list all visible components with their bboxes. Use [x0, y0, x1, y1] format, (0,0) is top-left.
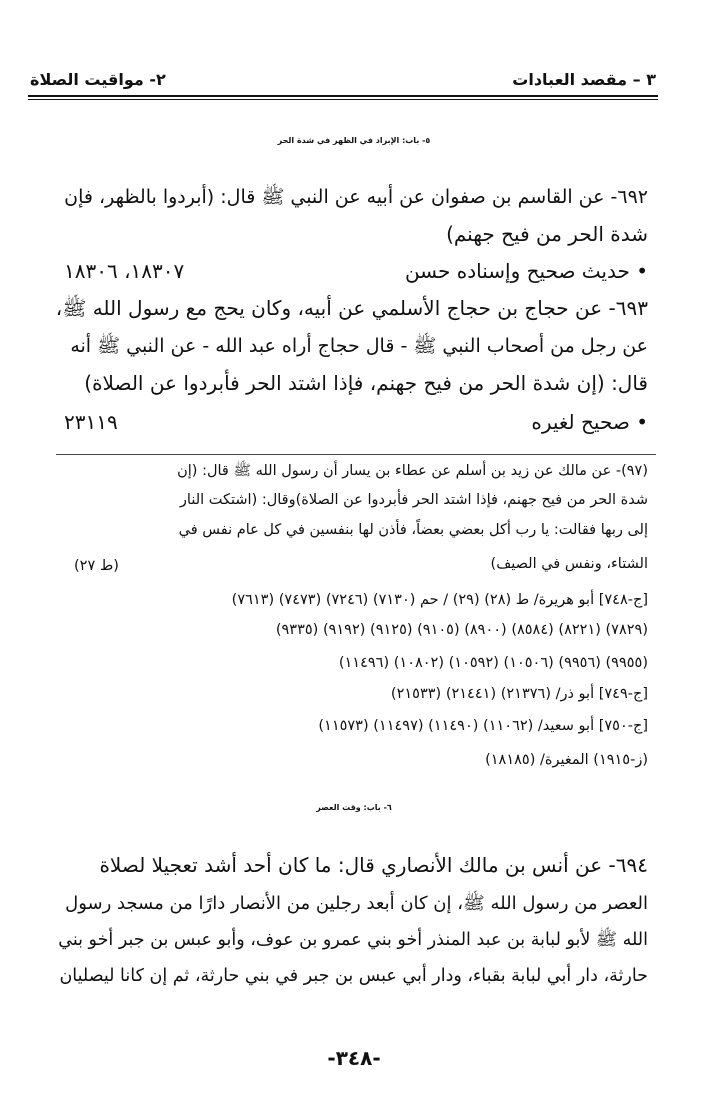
hadith-692-line-1: ٦٩٢- عن القاسم بن صفوان عن أبيه عن النبي ﷺ قال: (أبردوا بالظهر، فإن [64, 186, 648, 208]
footnote-separator [56, 454, 656, 455]
reference-line: (ز-١٩١٥) المغيرة/ (١٨١٨٥) [485, 752, 648, 768]
refs-692: ١٨٣٠٧، ١٨٣٠٦ [64, 259, 185, 283]
section-title-6: ٦- باب: وقت العصر [316, 803, 392, 812]
hadith-694-line-3: الله ﷺ لأبو لبابة بن عبد المنذر أخو بني عمرو بن عوف، وأبو عبس بن جبر أخو بني [58, 930, 648, 950]
hadith-693-line-3: قال: (إن شدة الحر من فيح جهنم، فإذا اشتد الحر فأبردوا عن الصلاة) [84, 371, 648, 395]
note-97-line-3: إلى ربها فقالت: يا رب أكل بعضي بعضاً، فأذن لها بنفسين في كل عام نفس في [178, 522, 648, 538]
note-97-line-4: الشتاء، ونفس في الصيف) [490, 556, 648, 572]
hadith-693-line-2: عن رجل من أصحاب النبي ﷺ - قال حجاج أراه عبد الله - عن النبي ﷺ أنه [70, 335, 648, 357]
header-rule-thin [28, 99, 658, 100]
note-97-line-1: (٩٧)- عن مالك عن زيد بن أسلم عن عطاء بن يسار أن رسول الله ﷺ قال: (إن [177, 463, 648, 479]
reference-line: [ج-٧٤٩] أبو ذر/ (٢١٣٧٦) (٢١٤٤١) (٢١٥٣٣) [390, 686, 648, 702]
running-header-chapter: ٣ – مقصد العبادات [512, 70, 656, 89]
reference-line: [ج-٧٥٠] أبو سعيد/ (١١٠٦٢) (١١٤٩٠) (١١٤٩٧) (١١٥٧٣) [318, 718, 648, 734]
hadith-694-line-4: حارثة، دار أبي لبابة بقباء، ودار أبي عبس بن جبر في بني حارثة، ثم إن كانا ليصليان [59, 966, 648, 986]
grading-692: • حديث صحيح وإسناده حسن [404, 259, 648, 283]
reference-line: (٧٨٢٩) (٨٢٢١) (٨٥٨٤) (٨٩٠٠) (٩١٠٥) (٩١٢٥) (٩١٩٢) (٩٣٣٥) [275, 622, 648, 638]
reference-line: (٩٩٥٥) (٩٩٥٦) (١٠٥٠٦) (١٠٥٩٢) (١٠٨٠٢) (١١٤٩٦) [338, 655, 648, 671]
hadith-693-line-1: ٦٩٣- عن حجاج بن حجاج الأسلمي عن أبيه، وكان يحج مع رسول الله ﷺ، [55, 296, 648, 320]
header-rule [28, 95, 658, 97]
running-header-section: ٢- مواقيت الصلاة [30, 70, 166, 89]
hadith-694-line-1: ٦٩٤- عن أنس بن مالك الأنصاري قال: ما كان أحد أشد تعجيلا لصلاة [99, 853, 648, 877]
grading-693: • صحيح لغيره [531, 410, 648, 434]
page-number: -٣٤٨- [327, 1046, 381, 1070]
reference-line: [ج-٧٤٨] أبو هريرة/ ط (٢٨) (٢٩) / حم (٧١٣٠) (٧٢٤٦) (٧٤٧٣) (٧٦١٣) [231, 592, 648, 608]
hadith-694-line-2: العصر من رسول الله ﷺ، إن كان أبعد رجلين من الأنصار دارًا من مسجد رسول [65, 893, 648, 914]
section-title-5: ٥- باب: الإبراد في الظهر في شدة الحر [277, 136, 431, 145]
hadith-692-line-2: شدة الحر من فيح جهنم) [446, 222, 648, 246]
note-97-source: (ط ٢٧) [74, 558, 119, 574]
refs-693: ٢٣١١٩ [64, 410, 118, 434]
note-97-line-2: شدة الحر من فيح جهنم، فإذا اشتد الحر فأبردوا عن الصلاة)وقال: (اشتكت النار [179, 492, 648, 508]
